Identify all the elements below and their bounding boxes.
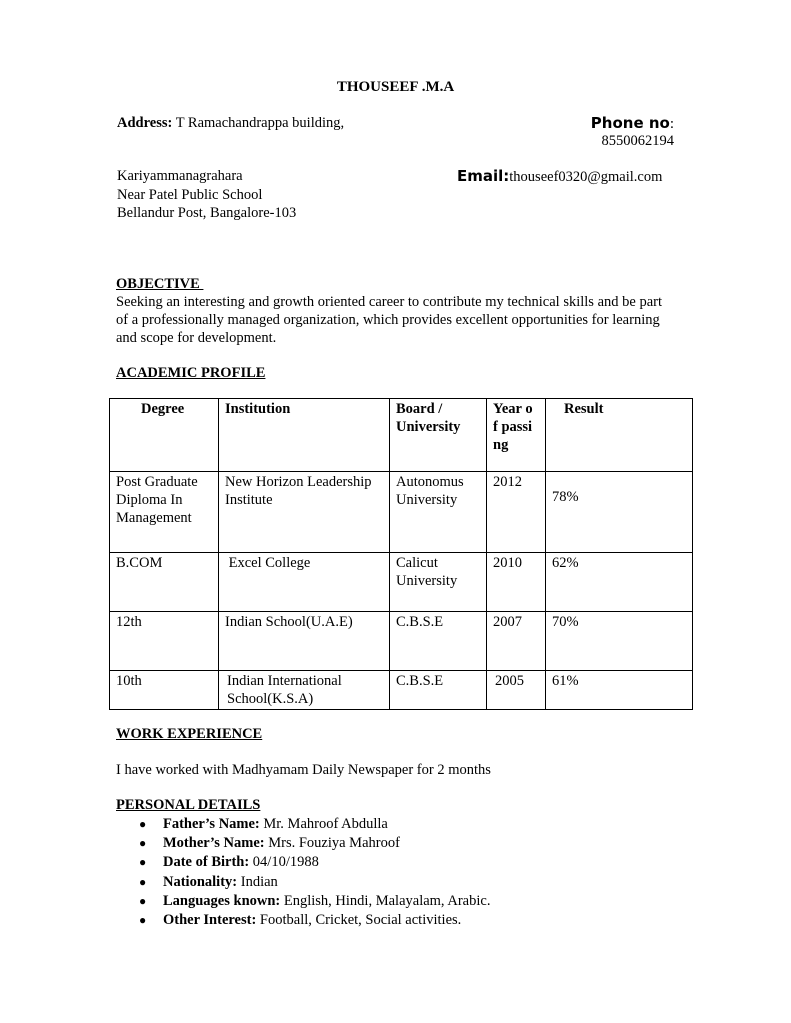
detail-label: Languages known: [163,892,281,909]
phone-colon: : [669,116,674,132]
list-item [139,815,490,834]
cell-board: Autonomus University [390,472,487,553]
header-year-text: Year of passing [493,401,533,453]
personal-heading: PERSONAL DETAILS [116,797,261,813]
cell-result: 78% [546,472,693,553]
phone-number: 8550062194 [601,133,674,149]
table-row [110,472,693,553]
cell-board: C.B.S.E [390,671,487,710]
academic-heading: ACADEMIC PROFILE [116,365,266,381]
cell-year: 2005 [487,671,546,710]
table-row [110,612,693,671]
header-degree: Degree [110,399,219,472]
detail-label: Other Interest: [163,912,257,929]
work-text: I have worked with Madhyamam Daily Newspaper for 2 months [116,762,491,778]
bullet-icon: ● [139,855,147,870]
list-item [139,873,490,892]
address-line-4: Bellandur Post, Bangalore-103 [117,205,297,221]
detail-value: Football, Cricket, Social activities. [256,912,462,929]
bullet-icon: ● [139,836,147,851]
cell-degree: 10th [110,671,219,710]
cell-degree: B.COM [110,553,219,612]
header-result: Result [546,399,693,472]
cell-degree: Post Graduate Diploma In Management [110,472,219,553]
bullet-icon: ● [139,893,147,908]
cell-year: 2010 [487,553,546,612]
cell-institution: Excel College [219,553,390,612]
work-heading: WORK EXPERIENCE [116,726,263,742]
detail-value: English, Hindi, Malayalam, Arabic. [280,892,491,909]
resume-name: THOUSEEF .M.A [336,79,455,95]
list-item [139,834,490,853]
objective-text: Seeking an interesting and growth oriented career to contribute my technical skills and be part of a professionally managed organization, which provides excellent opportunities for learning and scope for development. [116,294,662,346]
detail-value: Mrs. Fouziya Mahroof [264,835,400,852]
header-year [487,399,546,472]
detail-value: Indian [237,873,278,890]
detail-label: Mother’s Name: [163,835,265,852]
header-institution: Institution [219,399,390,472]
cell-result: 70% [546,612,693,671]
table-row [110,671,693,710]
address-line-3: Near Patel Public School [117,187,263,203]
table-row [110,553,693,612]
cell-year: 2007 [487,612,546,671]
address-line-1 [117,114,344,132]
objective-heading: OBJECTIVE [116,276,204,292]
email-line [457,167,662,186]
detail-value: Mr. Mahroof Abdulla [259,816,388,832]
academic-header-row [110,399,693,472]
cell-result: 62% [546,553,693,612]
phone-label-line [591,114,674,133]
bullet-icon: ● [139,913,147,928]
address-label: Address: [117,115,173,131]
academic-table [109,398,693,710]
detail-value: 04/10/1988 [249,854,319,871]
bullet-icon: ● [139,817,147,831]
cell-board: Calicut University [390,553,487,612]
header-board [390,399,487,472]
detail-label: Date of Birth: [163,854,250,871]
cell-year: 2012 [487,472,546,553]
address-line-2: Kariyammanagrahara [117,168,243,184]
phone-label: Phone no [590,114,670,132]
cell-institution: Indian International School(K.S.A) [219,671,390,710]
cell-degree: 12th [110,612,219,671]
list-item [139,911,490,930]
list-item [139,853,490,872]
personal-details-list [116,815,490,930]
detail-label: Nationality: [163,873,238,890]
bullet-icon: ● [139,874,147,889]
email-label: Email: [457,167,510,185]
address-line-1-text: T Ramachandrappa building, [172,115,345,131]
cell-institution: Indian School(U.A.E) [219,612,390,671]
cell-institution: New Horizon Leadership Institute [219,472,390,553]
cell-board: C.B.S.E [390,612,487,671]
detail-label: Father’s Name: [163,816,260,832]
email-value[interactable]: thouseef0320@gmail.com [509,169,663,185]
cell-result: 61% [546,671,693,710]
list-item [139,892,491,911]
header-board-text: Board / University [396,401,461,435]
